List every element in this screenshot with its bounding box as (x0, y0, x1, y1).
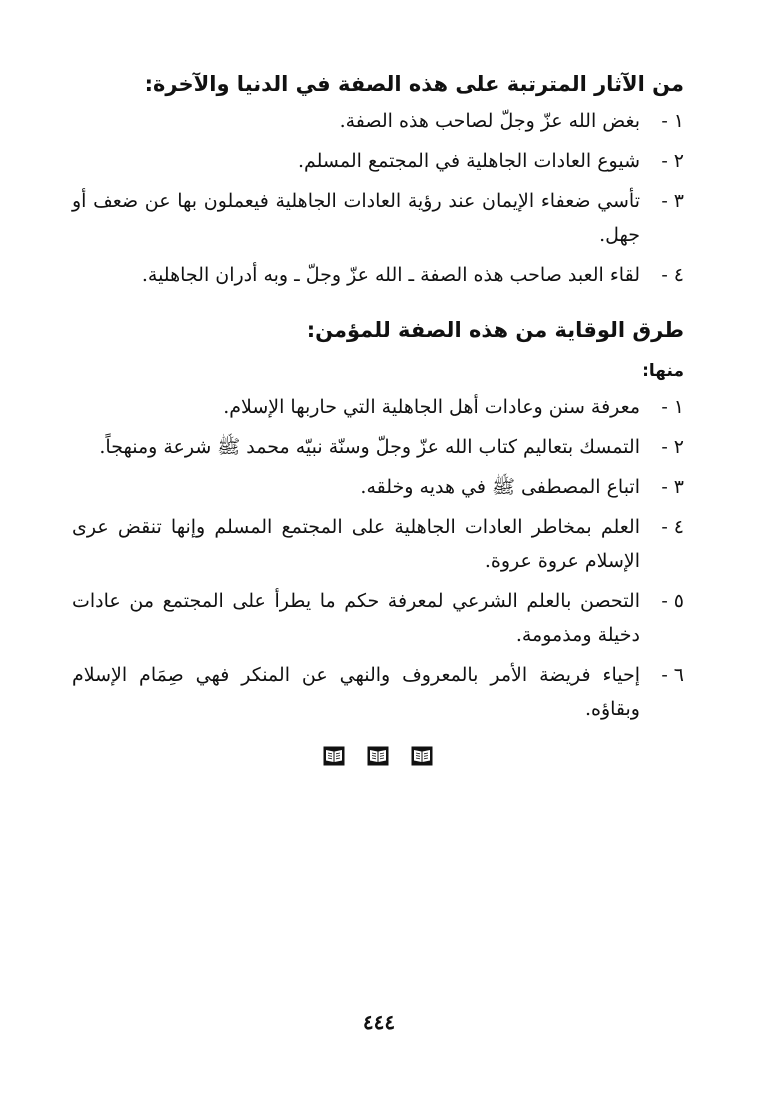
item-text: التمسك بتعاليم كتاب الله عزّ وجلّ وسنّة نبيّه محمد ﷺ شرعة ومنهجاً. (99, 436, 640, 458)
item-text: التحصن بالعلم الشرعي لمعرفة حكم ما يطرأ على المجتمع من عادات دخيلة ومذمومة. (72, 590, 640, 646)
list-item (72, 584, 684, 652)
section-heading-effects: من الآثار المترتبة على هذه الصفة في الدنيا والآخرة: (144, 72, 684, 96)
list-item (72, 510, 684, 578)
item-text: العلم بمخاطر العادات الجاهلية على المجتمع المسلم وإنها تنقض عرى الإسلام عروة عروة. (72, 516, 640, 572)
page-number: ٤٤٤ (362, 1010, 396, 1034)
section-separator (72, 746, 684, 766)
list-item (72, 144, 684, 178)
item-text: لقاء العبد صاحب هذه الصفة ـ الله عزّ وجلّ ـ وبه أدران الجاهلية. (141, 264, 640, 286)
book-icon (367, 746, 389, 766)
list-item (72, 184, 684, 252)
list-item (72, 430, 684, 464)
item-text: شيوع العادات الجاهلية في المجتمع المسلم. (297, 150, 640, 172)
list-item (72, 258, 684, 292)
effects-list (72, 104, 684, 292)
prevention-list (72, 390, 684, 726)
item-number: ١ - (661, 396, 684, 418)
item-number: ١ - (661, 110, 684, 132)
item-number: ٢ - (661, 150, 684, 172)
item-number: ٤ - (661, 516, 684, 538)
item-text: إحياء فريضة الأمر بالمعروف والنهي عن المنكر فهي صِمَام الإسلام وبقاؤه. (72, 664, 640, 720)
list-item (72, 470, 684, 504)
item-text: تأسي ضعفاء الإيمان عند رؤية العادات الجاهلية فيعملون بها عن ضعف أو جهل. (72, 190, 640, 246)
item-number: ٣ - (661, 476, 684, 498)
item-text: معرفة سنن وعادات أهل الجاهلية التي حاربها الإسلام. (223, 396, 640, 418)
list-item (72, 390, 684, 424)
list-item (72, 658, 684, 726)
item-number: ٥ - (661, 590, 684, 612)
section-heading-prevention: طرق الوقاية من هذه الصفة للمؤمن: (306, 318, 684, 342)
list-item (72, 104, 684, 138)
item-number: ٤ - (661, 264, 684, 286)
section-intro: منها: (642, 361, 684, 381)
item-number: ٦ - (661, 664, 684, 686)
item-number: ٢ - (661, 436, 684, 458)
page-content (72, 64, 684, 766)
item-text: بغض الله عزّ وجلّ لصاحب هذه الصفة. (339, 110, 640, 132)
book-icon (411, 746, 433, 766)
item-number: ٣ - (661, 190, 684, 212)
book-icon (323, 746, 345, 766)
item-text: اتباع المصطفى ﷺ في هديه وخلقه. (360, 476, 640, 498)
